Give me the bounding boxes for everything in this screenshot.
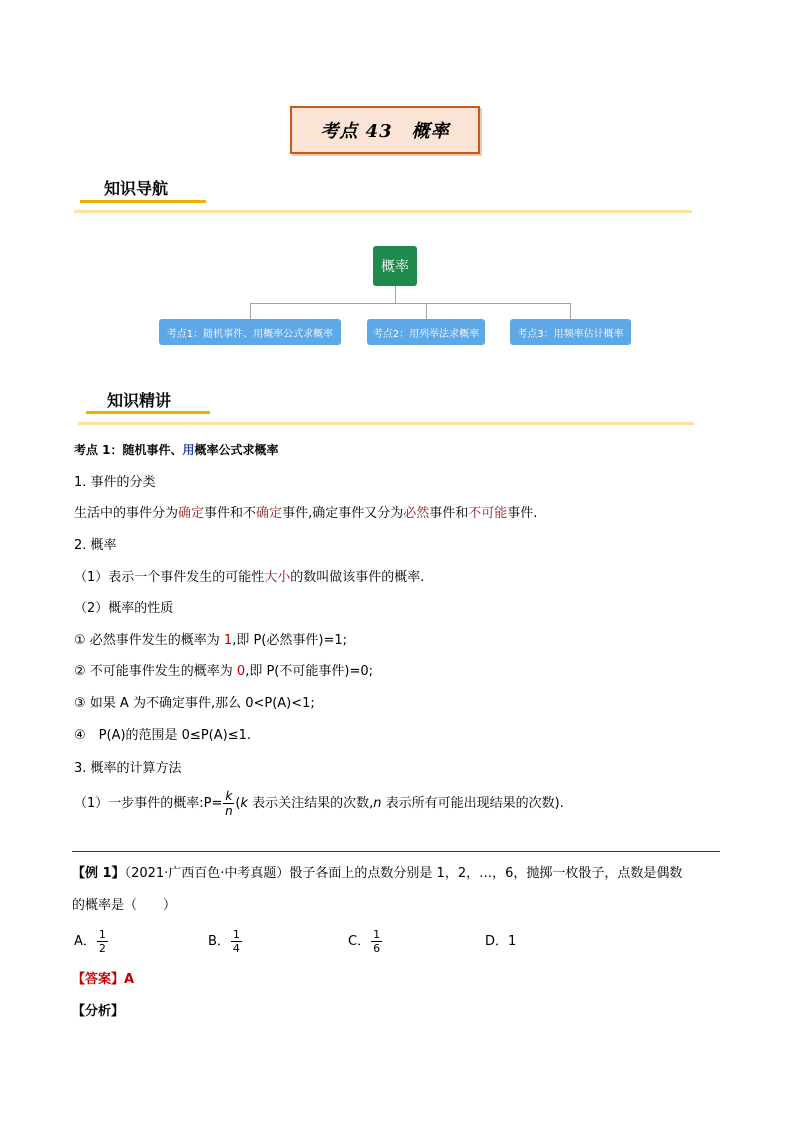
option-c: C． $\frac{1}{6}$ xyxy=(348,928,381,955)
property-item-1: ① 必然事件发生的概率为 1,即 P(必然事件)=1; xyxy=(74,633,347,648)
property-item-2: ② 不可能事件发生的概率为 0,即 P(不可能事件)=0; xyxy=(74,664,373,679)
mindmap-root xyxy=(373,246,417,286)
mindmap-node-label: 考点3：用频率估计概率 xyxy=(517,328,624,340)
connector-line xyxy=(250,303,251,319)
fraction-1-2: $\frac{1}{2}$ xyxy=(98,928,106,955)
heading-event-classification: 1. 事件的分类 xyxy=(74,475,156,490)
mindmap-node-3 xyxy=(510,319,631,345)
connector-line xyxy=(250,303,570,304)
page-title: 考点 43 概率 xyxy=(320,121,450,142)
mindmap-node-label: 考点2：用列举法求概率 xyxy=(372,328,480,340)
heading-calculation-method: 3. 概率的计算方法 xyxy=(74,761,182,776)
mindmap-node-1 xyxy=(159,319,341,345)
analysis-label: 【分析】 xyxy=(72,1004,125,1019)
fraction-1-4: $\frac{1}{4}$ xyxy=(232,928,240,955)
example-question-line2: 的概率是（ ） xyxy=(72,898,177,913)
divider-line xyxy=(72,851,720,852)
formula-line: （1）一步事件的概率:P= $\frac{k}{n}$ (k 表示关注结果的次数,n 表示所有可能出现结果的次数). xyxy=(74,789,564,818)
mindmap-node-label: 考点1：随机事件、用概率公式求概率 xyxy=(166,328,334,340)
paragraph-probability-definition: （1）表示一个事件发生的可能性大小的数叫做该事件的概率. xyxy=(74,570,425,585)
mindmap-root-label: 概率 xyxy=(381,259,409,275)
section-underline-long xyxy=(74,210,692,213)
section-underline-long xyxy=(78,422,694,425)
title-box xyxy=(290,106,480,154)
paragraph-event-classification: 生活中的事件分为确定事件和不确定事件,确定事件又分为必然事件和不可能事件. xyxy=(74,506,538,521)
mindmap-node-2 xyxy=(367,319,485,345)
fraction-1-6: $\frac{1}{6}$ xyxy=(373,928,381,955)
paragraph-probability-properties: （2）概率的性质 xyxy=(74,601,174,616)
property-item-4: ④ P(A)的范围是 0≤P(A)≤1. xyxy=(74,728,251,743)
connector-line xyxy=(426,303,427,319)
connector-line xyxy=(570,303,571,319)
section-underline-short xyxy=(86,411,210,414)
property-item-3: ③ 如果 A 为不确定事件,那么 0<P(A)<1; xyxy=(74,696,315,711)
option-d: D．1 xyxy=(485,934,517,949)
example-label: 【例 1】 xyxy=(72,866,125,881)
option-b: B． $\frac{1}{4}$ xyxy=(208,928,240,955)
connector-line xyxy=(395,286,396,303)
answer-line: 【答案】A xyxy=(72,972,135,987)
heading-probability: 2. 概率 xyxy=(74,538,117,553)
keypoint-heading: 考点 1：随机事件、用概率公式求概率 xyxy=(74,443,279,457)
fraction-k-over-n: $\frac{k}{n}$ xyxy=(225,789,233,818)
section-underline-short xyxy=(80,200,206,203)
example-question-line1: 【例 1】（2021·广西百色·中考真题）骰子各面上的点数分别是 1，2，…，6，抛掷一枚骰子，点数是偶数 xyxy=(72,866,683,881)
section-title-nav: 知识导航 xyxy=(104,179,169,198)
section-title-lecture: 知识精讲 xyxy=(107,391,172,410)
option-a: A． $\frac{1}{2}$ xyxy=(74,928,106,955)
